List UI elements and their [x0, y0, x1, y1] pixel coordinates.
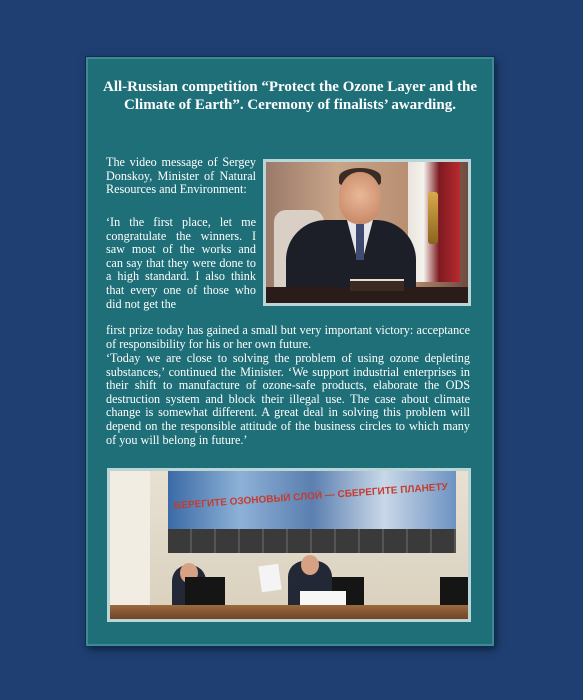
screen-frame [168, 529, 456, 553]
presenter-face [301, 555, 319, 575]
quote-paragraph-part3: ‘Today we are close to solving the problem of using ozone depleting substances,’ continued the Minister. ‘We support industrial enterprises in their shift to manufacture of ozone-safe products, elaborate the ODS destruction system and block their illegal use. The case about climate change is somewhat different. A great deal in solving this problem will depend on the responsible attitude of the business circles to which many of you will belong in future.’ [106, 351, 470, 447]
head [339, 172, 381, 224]
screen-banner-text: БЕРЕГИТЕ ОЗОНОВЫЙ СЛОЙ — СБЕРЕГИТЕ ПЛАНЕТУ [173, 481, 449, 512]
monitor [440, 577, 468, 605]
book [350, 279, 404, 291]
pillar [110, 471, 150, 619]
intro-paragraph: The video message of Sergey Donskoy, Minister of Natural Resources and Environment: [106, 155, 256, 197]
quote-paragraph-part2: first prize today has gained a small but very important victory: acceptance of responsibility for his or her own future. [106, 323, 470, 351]
minister-photo [263, 159, 471, 306]
monitor [185, 577, 225, 605]
conference-table [110, 605, 468, 619]
tie [356, 224, 364, 260]
quote-paragraph-part1: ‘In the first place, let me congratulate the winners. I saw most of the works and can say that they were done to a high standard. I also think that every one of those who did not get the [106, 215, 256, 311]
conference-photo [107, 468, 471, 622]
name-plate [300, 591, 346, 605]
page-title: All-Russian competition “Protect the Ozone Layer and the Climate of Earth”. Ceremony of finalists’ awarding. [103, 79, 477, 113]
held-paper [258, 564, 281, 593]
flag-tassel [428, 192, 438, 244]
